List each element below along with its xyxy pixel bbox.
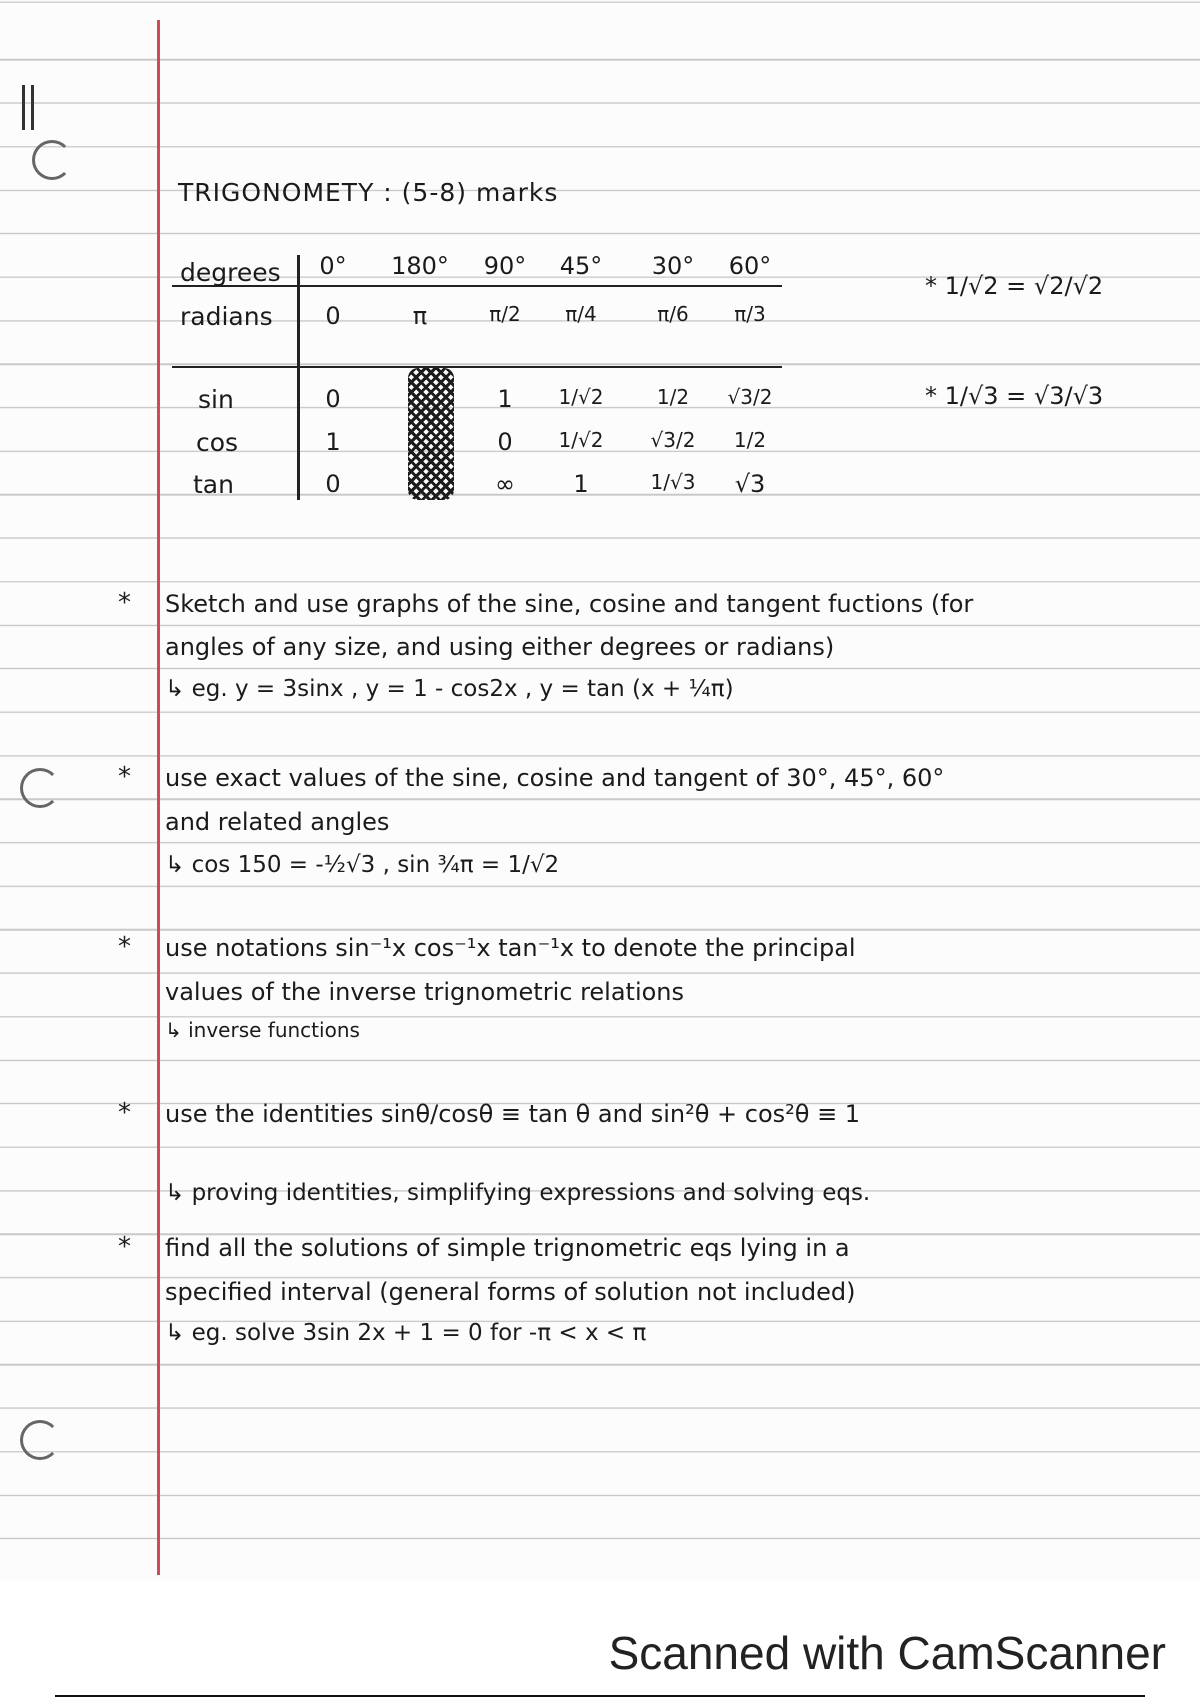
- bullet-star-icon: *: [118, 932, 131, 962]
- side-note: * 1/√3 = √3/√3: [925, 382, 1104, 410]
- table-cell: 1: [573, 470, 589, 498]
- table-cell: 0: [325, 302, 341, 330]
- bullet-line: values of the inverse trignometric relations: [165, 978, 685, 1006]
- pencil-mark: [22, 85, 32, 130]
- footer-rule: [55, 1695, 1145, 1697]
- table-cell: 30°: [651, 252, 695, 280]
- table-cell: 1/√2: [558, 385, 604, 409]
- bullet-line: and related angles: [165, 808, 390, 836]
- table-cell: √3/2: [650, 428, 696, 452]
- table-cell: π/3: [734, 302, 766, 326]
- table-cell: π/6: [657, 302, 689, 326]
- cos-label: cos: [196, 428, 239, 457]
- bullet-star-icon: *: [118, 588, 131, 618]
- table-cell: 1/√3: [650, 470, 696, 494]
- page-title: TRIGONOMETY : (5-8) marks: [178, 178, 559, 207]
- side-note: * 1/√2 = √2/√2: [925, 272, 1104, 300]
- table-cell: 1: [497, 385, 513, 413]
- camscanner-watermark: Scanned with CamScanner: [608, 1627, 1166, 1679]
- table-cell: 1/2: [733, 428, 767, 452]
- sin-label: sin: [198, 385, 234, 414]
- bullet-example: ↳ eg. solve 3sin 2x + 1 = 0 for -π < x < π: [165, 1320, 647, 1346]
- table-cell: √3: [734, 470, 766, 498]
- bullet-example: ↳ proving identities, simplifying expressions and solving eqs.: [165, 1180, 871, 1206]
- table-column-rule: [297, 255, 300, 500]
- table-cell: 1: [325, 428, 341, 456]
- table-cell: 0: [497, 428, 513, 456]
- table-cell: 0°: [319, 252, 347, 280]
- bullet-example: ↳ cos 150 = -½√3 , sin ¾π = 1/√2: [165, 852, 560, 878]
- margin-line: [157, 20, 160, 1575]
- table-cell: 0: [325, 470, 341, 498]
- bullet-example: ↳ eg. y = 3sinx , y = 1 - cos2x , y = tan (x + ¼π): [165, 676, 734, 702]
- bullet-line: Sketch and use graphs of the sine, cosine and tangent fuctions (for: [165, 590, 974, 618]
- table-cell: 45°: [559, 252, 603, 280]
- bullet-star-icon: *: [118, 1098, 131, 1128]
- table-cell: 0: [325, 385, 341, 413]
- table-cell: 90°: [483, 252, 527, 280]
- table-cell: π: [412, 302, 428, 330]
- bullet-line: use exact values of the sine, cosine and tangent of 30°, 45°, 60°: [165, 764, 945, 792]
- table-cell: 1/2: [656, 385, 690, 409]
- table-cell: π/4: [565, 302, 597, 326]
- scribble-mark: [408, 368, 454, 500]
- table-cell: 1/√2: [558, 428, 604, 452]
- binder-ring-icon: [20, 768, 60, 808]
- tan-label: tan: [193, 470, 234, 499]
- degrees-label: degrees: [180, 258, 281, 287]
- bullet-line: use the identities sinθ/cosθ ≡ tan θ and sin²θ + cos²θ ≡ 1: [165, 1100, 861, 1128]
- bullet-star-icon: *: [118, 762, 131, 792]
- bullet-example: ↳ inverse functions: [165, 1018, 360, 1042]
- table-cell: 180°: [391, 252, 449, 280]
- bullet-line: find all the solutions of simple trignometric eqs lying in a: [165, 1234, 850, 1262]
- binder-ring-icon: [32, 140, 72, 180]
- table-cell: √3/2: [727, 385, 773, 409]
- table-body-rule: [172, 366, 782, 368]
- radians-label: radians: [180, 302, 273, 331]
- table-cell: ∞: [495, 470, 515, 498]
- bullet-line: use notations sin⁻¹x cos⁻¹x tan⁻¹x to denote the principal: [165, 934, 856, 962]
- bullet-star-icon: *: [118, 1232, 131, 1262]
- bullet-line: specified interval (general forms of solution not included): [165, 1278, 856, 1306]
- table-cell: π/2: [489, 302, 521, 326]
- table-cell: 60°: [728, 252, 772, 280]
- bullet-line: angles of any size, and using either degrees or radians): [165, 633, 835, 661]
- binder-ring-icon: [20, 1420, 60, 1460]
